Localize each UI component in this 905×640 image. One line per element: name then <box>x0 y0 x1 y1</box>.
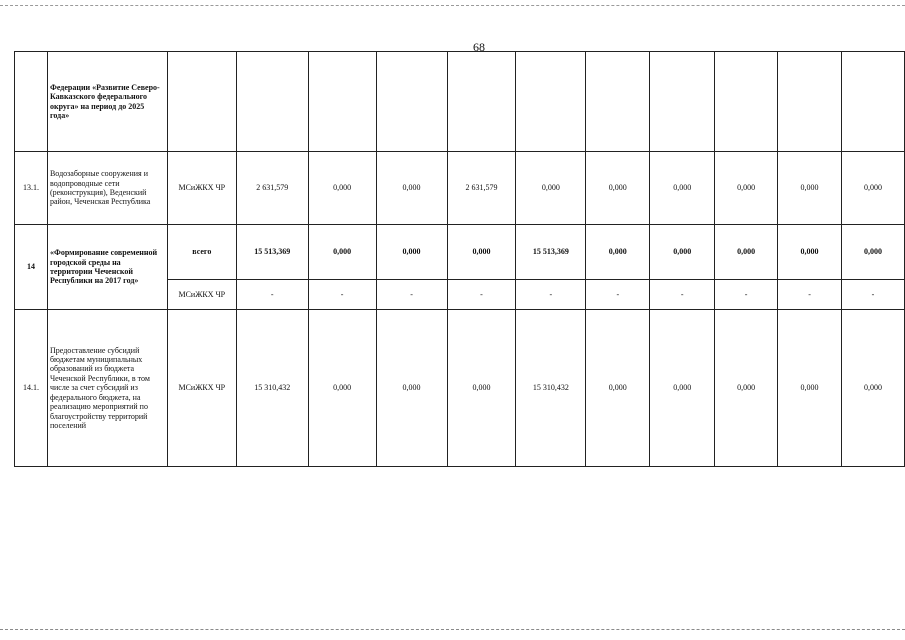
value-cell <box>778 52 842 152</box>
program-table <box>14 51 905 467</box>
table-row <box>15 52 905 152</box>
responsible-cell: всего <box>167 225 236 280</box>
value-cell: - <box>236 280 308 310</box>
value-cell: 0,000 <box>650 152 715 225</box>
value-cell <box>447 52 516 152</box>
value-cell: 0,000 <box>586 152 650 225</box>
table-row <box>15 152 905 225</box>
value-cell: 0,000 <box>715 152 778 225</box>
value-cell: 0,000 <box>650 310 715 467</box>
value-cell: 0,000 <box>841 225 904 280</box>
measure-name: Водозаборные сооружения и водопроводные сети (реконструкция), Веденский район, Чеченская Республика <box>47 152 167 225</box>
value-cell: 0,000 <box>778 310 842 467</box>
value-cell <box>516 52 586 152</box>
page-number: 68 <box>473 40 485 54</box>
value-cell: 0,000 <box>516 152 586 225</box>
value-cell: 0,000 <box>447 225 516 280</box>
value-cell: 0,000 <box>715 225 778 280</box>
row-number: 14.1. <box>15 310 48 467</box>
responsible-cell: МСиЖКХ ЧР <box>167 152 236 225</box>
value-cell: - <box>516 280 586 310</box>
value-cell: 0,000 <box>586 310 650 467</box>
value-cell: 0,000 <box>650 225 715 280</box>
value-cell: 0,000 <box>376 152 447 225</box>
measure-name: Федерации «Развитие Северо-Кавказского федерального округа» на период до 2025 года» <box>47 52 167 152</box>
measure-name: Предоставление субсидий бюджетам муниципальных образований из бюджета Чеченской Республики, в том числе за счет субсидий из федерального бюджета, на реализацию мероприятий по благоустройству территорий поселений <box>47 310 167 467</box>
row-number <box>15 52 48 152</box>
value-cell: - <box>778 280 842 310</box>
value-cell: 0,000 <box>778 152 842 225</box>
value-cell: - <box>715 280 778 310</box>
value-cell: - <box>586 280 650 310</box>
table-row <box>15 310 905 467</box>
value-cell: - <box>308 280 376 310</box>
value-cell: - <box>650 280 715 310</box>
value-cell: - <box>447 280 516 310</box>
value-cell: - <box>376 280 447 310</box>
value-cell <box>715 52 778 152</box>
value-cell: 0,000 <box>778 225 842 280</box>
row-number: 13.1. <box>15 152 48 225</box>
value-cell <box>236 52 308 152</box>
row-number: 14 <box>15 225 48 310</box>
value-cell: 0,000 <box>586 225 650 280</box>
scan-edge-top <box>0 5 905 6</box>
value-cell: 15 310,432 <box>236 310 308 467</box>
value-cell: 0,000 <box>376 310 447 467</box>
value-cell <box>308 52 376 152</box>
value-cell: 0,000 <box>376 225 447 280</box>
table-row <box>15 225 905 280</box>
value-cell: 15 513,369 <box>516 225 586 280</box>
value-cell: 0,000 <box>715 310 778 467</box>
responsible-cell: МСиЖКХ ЧР <box>167 280 236 310</box>
value-cell <box>586 52 650 152</box>
value-cell: - <box>841 280 904 310</box>
scan-edge-bottom <box>0 629 905 630</box>
value-cell: 15 310,432 <box>516 310 586 467</box>
value-cell: 0,000 <box>841 152 904 225</box>
responsible-cell: МСиЖКХ ЧР <box>167 310 236 467</box>
value-cell: 0,000 <box>841 310 904 467</box>
value-cell: 2 631,579 <box>236 152 308 225</box>
measure-name: «Формирование современной городской среды на территории Чеченской Республики на 2017 год» <box>47 225 167 310</box>
value-cell: 0,000 <box>308 310 376 467</box>
value-cell <box>376 52 447 152</box>
value-cell: 0,000 <box>447 310 516 467</box>
value-cell: 0,000 <box>308 225 376 280</box>
value-cell: 0,000 <box>308 152 376 225</box>
responsible-cell <box>167 52 236 152</box>
value-cell: 2 631,579 <box>447 152 516 225</box>
value-cell <box>841 52 904 152</box>
value-cell: 15 513,369 <box>236 225 308 280</box>
value-cell <box>650 52 715 152</box>
